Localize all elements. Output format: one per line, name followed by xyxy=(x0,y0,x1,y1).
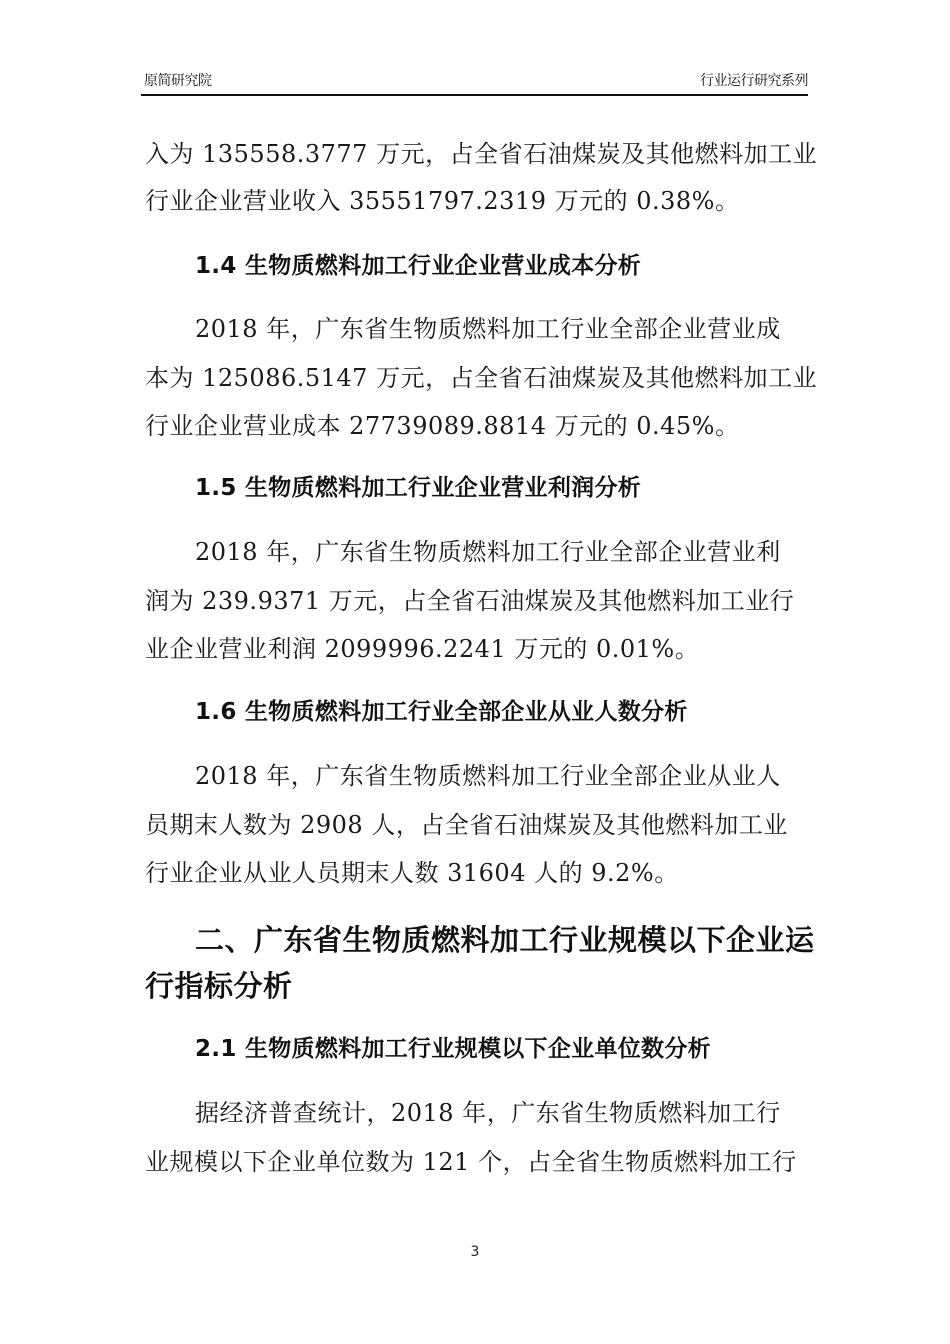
paragraph-line: 行业企业从业人员期末人数 31604 人的 9.2%。 xyxy=(145,859,679,887)
paragraph-line: 业规模以下企业单位数为 121 个，占全省生物质燃料加工行 xyxy=(145,1148,797,1176)
paragraph-line: 本为 125086.5147 万元，占全省石油煤炭及其他燃料加工业 xyxy=(145,364,818,392)
paragraph-line: 入为 135558.3777 万元，占全省石油煤炭及其他燃料加工业 xyxy=(145,140,818,168)
paragraph-line: 业企业营业利润 2099996.2241 万元的 0.01%。 xyxy=(145,635,700,663)
paragraph-line: 行业企业营业收入 35551797.2319 万元的 0.38%。 xyxy=(145,187,740,215)
header-series-title: 行业运行研究系列 xyxy=(700,73,808,89)
paragraph-line: 行业企业营业成本 27739089.8814 万元的 0.45%。 xyxy=(145,412,740,440)
chapter-heading-2-cont: 行指标分析 xyxy=(145,969,293,1003)
chapter-heading-2: 二、广东省生物质燃料加工行业规模以下企业运 xyxy=(195,923,815,957)
section-heading-2-1: 2.1 生物质燃料加工行业规模以下企业单位数分析 xyxy=(195,1036,711,1062)
section-heading-1-4: 1.4 生物质燃料加工行业企业营业成本分析 xyxy=(195,253,642,279)
paragraph-line: 员期末人数为 2908 人，占全省石油煤炭及其他燃料加工业 xyxy=(145,811,788,839)
paragraph-line: 2018 年，广东省生物质燃料加工行业全部企业营业成 xyxy=(195,315,781,343)
section-heading-1-5: 1.5 生物质燃料加工行业企业营业利润分析 xyxy=(195,475,642,501)
section-heading-1-6: 1.6 生物质燃料加工行业全部企业从业人数分析 xyxy=(195,699,688,725)
paragraph-line: 润为 239.9371 万元，占全省石油煤炭及其他燃料加工业行 xyxy=(145,587,795,615)
paragraph-line: 2018 年，广东省生物质燃料加工行业全部企业从业人 xyxy=(195,762,781,790)
page-number: 3 xyxy=(470,1244,480,1260)
header-organization: 原简研究院 xyxy=(144,73,212,89)
header-divider xyxy=(141,94,808,96)
paragraph-line: 2018 年，广东省生物质燃料加工行业全部企业营业利 xyxy=(195,538,781,566)
paragraph-line: 据经济普查统计，2018 年，广东省生物质燃料加工行 xyxy=(195,1099,781,1127)
